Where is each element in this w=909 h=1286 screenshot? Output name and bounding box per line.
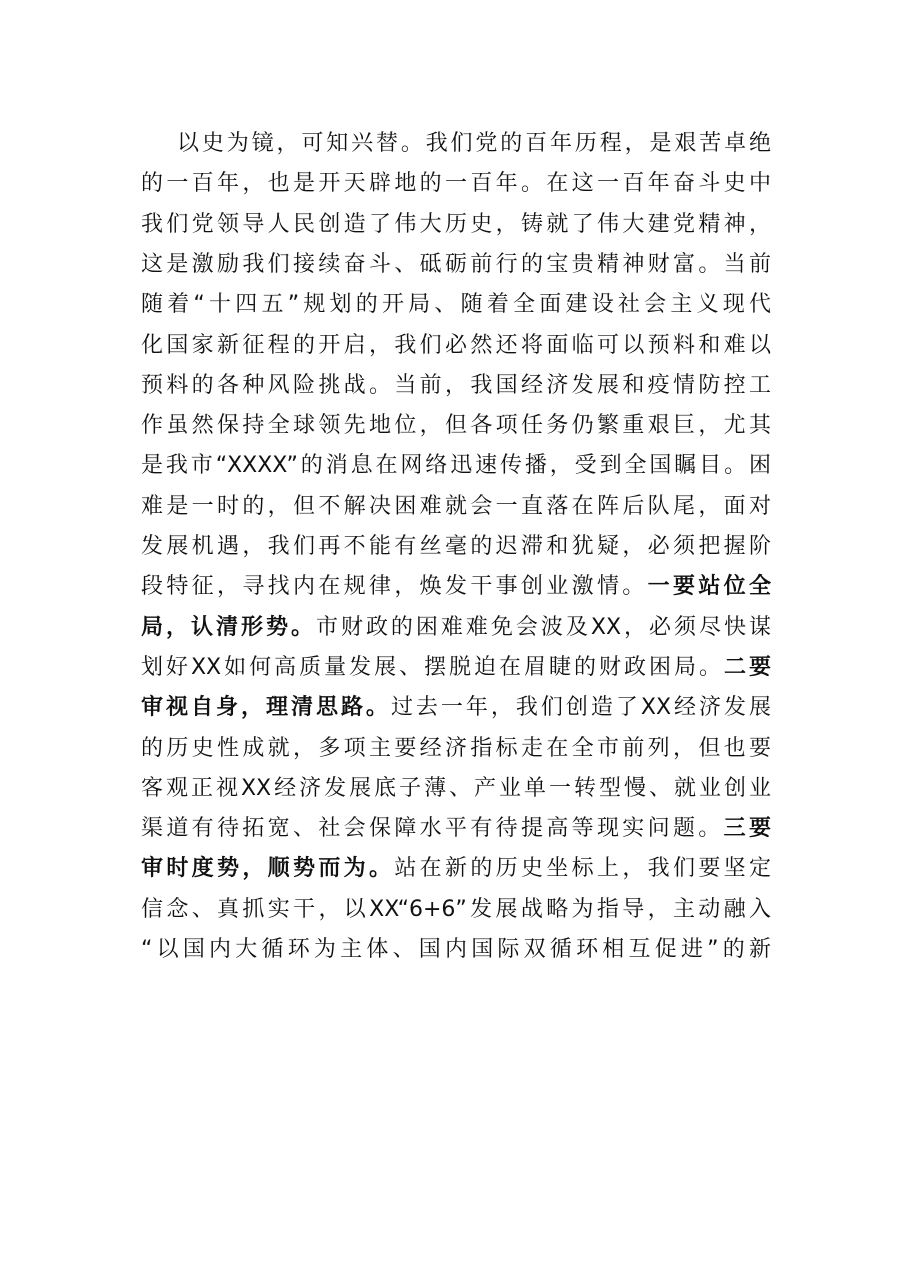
text-line (141, 285, 771, 325)
body-text: 是我市“XXXX”的消息在网络迅速传播，受到全国瞩目。困 (141, 453, 771, 478)
text-line (141, 648, 771, 688)
bold-heading-text: 审时度势，顺势而为。 (141, 856, 395, 881)
bold-heading-text: 一要站位全 (647, 574, 771, 599)
text-line (141, 164, 771, 204)
body-text: 信念、真抓实干，以XX“6+6”发展战略为指导，主动融入 (141, 897, 771, 922)
body-text: 的历史性成就，多项主要经济指标走在全市前列，但也要 (141, 736, 771, 761)
body-text: 站在新的历史坐标上，我们要坚定 (394, 856, 771, 881)
text-line (141, 890, 771, 930)
text-line (141, 809, 771, 849)
text-line (177, 124, 771, 164)
body-text: 过去一年，我们创造了XX经济发展 (390, 695, 771, 720)
body-text: 渠道有待拓宽、社会保障水平有待提高等现实问题。 (141, 816, 724, 841)
text-line (141, 849, 771, 889)
bold-heading-text: 审视自身，理清思路。 (141, 695, 391, 720)
text-line (141, 769, 771, 809)
body-text: 发展机遇，我们再不能有丝毫的迟滞和犹疑，必须把握阶 (141, 534, 771, 559)
body-text: “以国内大循环为主体、国内国际双循环相互促进”的新 (141, 937, 771, 962)
bold-heading-text: 二要 (723, 655, 771, 680)
text-line (141, 688, 771, 728)
body-text: 预料的各种风险挑战。当前，我国经济发展和疫情防控工 (141, 373, 771, 398)
text-line (141, 487, 771, 527)
text-line (141, 245, 771, 285)
text-line (141, 326, 771, 366)
text-line (141, 567, 771, 607)
text-line (141, 527, 771, 567)
text-line (141, 205, 771, 245)
text-line (141, 608, 771, 648)
text-line (141, 366, 771, 406)
body-text: 这是激励我们接续奋斗、砥砺前行的宝贵精神财富。当前 (141, 252, 771, 277)
body-text: 化国家新征程的开启，我们必然还将面临可以预料和难以 (141, 333, 771, 358)
body-text: 段特征，寻找内在规律，焕发干事创业激情。 (141, 574, 648, 599)
bold-heading-text: 三要 (723, 816, 771, 841)
body-text: 以史为镜，可知兴替。我们党的百年历程，是艰苦卓绝 (177, 131, 771, 156)
body-text: 随着“十四五”规划的开局、随着全面建设社会主义现代 (141, 292, 771, 317)
body-text: 划好XX如何高质量发展、摆脱迫在眉睫的财政困局。 (141, 655, 724, 680)
text-line (141, 930, 771, 970)
body-text: 的一百年，也是开天辟地的一百年。在这一百年奋斗史中 (141, 171, 771, 196)
body-text: 市财政的困难难免会波及XX，必须尽快谋 (315, 615, 771, 640)
body-text: 我们党领导人民创造了伟大历史，铸就了伟大建党精神， (141, 212, 771, 237)
body-text: 作虽然保持全球领先地位，但各项任务仍繁重艰巨，尤其 (141, 413, 771, 438)
text-line (141, 446, 771, 486)
bold-heading-text: 局，认清形势。 (141, 615, 316, 640)
body-text: 难是一时的，但不解决困难就会一直落在阵后队尾，面对 (141, 494, 771, 519)
text-line (141, 406, 771, 446)
text-line (141, 729, 771, 769)
body-text: 客观正视XX经济发展底子薄、产业单一转型慢、就业创业 (141, 776, 771, 801)
